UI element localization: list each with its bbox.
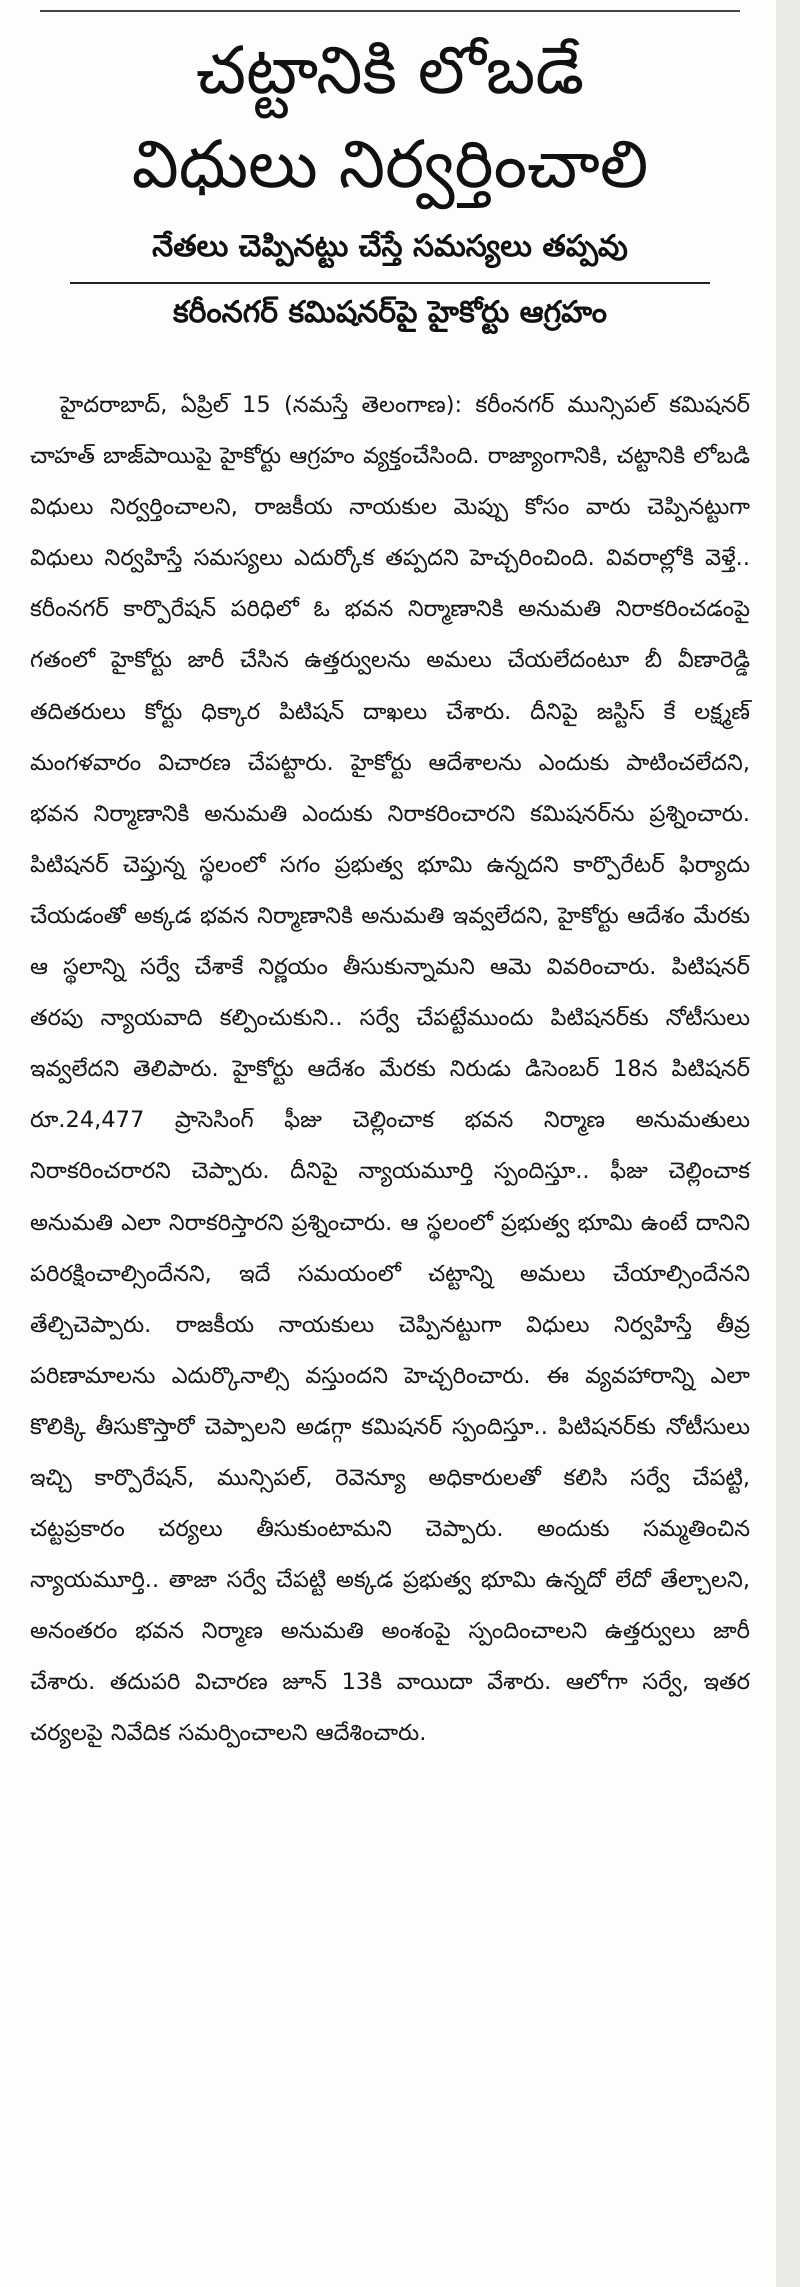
headline-line-2: విధులు నిర్వర్తించాలి xyxy=(131,126,649,203)
subheadline-divider xyxy=(70,282,710,284)
article-body: హైదరాబాద్, ఏప్రిల్ 15 (నమస్తే తెలంగాణ): కరీంనగర్ మున్సిపల్ కమిషనర్ చాహత్ బాజ్‌పాయిపై హైకోర్టు ఆగ్రహం వ్యక్తంచేసింది. రాజ్యాంగానికి, చట్టానికి లోబడి విధులు నిర్వర్తించాలని, రాజకీయ నాయకుల మెప్పు కోసం వారు చెప్పినట్టుగా విధులు నిర్వహిస్తే సమస్యలు ఎదుర్కోక తప్పదని హెచ్చరించింది. వివరాల్లోకి వెళ్తే.. కరీంనగర్ కార్పొరేషన్ పరిధిలో ఓ భవన నిర్మాణానికి అనుమతి నిరాకరించడంపై గతంలో హైకోర్టు జారీ చేసిన ఉత్తర్వులను అమలు చేయలేదంటూ బీ వీణారెడ్డి తదితరులు కోర్టు ధిక్కార పిటిషన్ దాఖలు చేశారు. దీనిపై జస్టిస్ కే లక్ష్మణ్ మంగళవారం విచారణ చేపట్టారు. హైకోర్టు ఆదేశాలను ఎందుకు పాటించలేదని, భవన నిర్మాణానికి అనుమతి ఎందుకు నిరాకరించారని కమిషనర్‌ను ప్రశ్నించారు. పిటిషనర్ చెప్తున్న స్థలంలో సగం ప్రభుత్వ భూమి ఉన్నదని కార్పొరేటర్ ఫిర్యాదు చేయడంతో అక్కడ భవన నిర్మాణానికి అనుమతి ఇవ్వలేదని, హైకోర్టు ఆదేశం మేరకు ఆ స్థలాన్ని సర్వే చేశాకే నిర్ణయం తీసుకున్నామని ఆమె వివరించారు. పిటిషనర్ తరపు న్యాయవాది కల్పించుకుని.. సర్వే చేపట్టేముందు పిటిషనర్‌కు నోటీసులు ఇవ్వలేదని తెలిపారు. హైకోర్టు ఆదేశం మేరకు నిరుడు డిసెంబర్ 18న పిటిషనర్ రూ.24,477 ప్రాసెసింగ్ ఫీజు చెల్లించాక భవన నిర్మాణ అనుమతులు నిరాకరించరారని చెప్పారు. దీనిపై న్యాయమూర్తి స్పందిస్తూ.. ఫీజు చెల్లించాక అనుమతి ఎలా నిరాకరిస్తారని ప్రశ్నించారు. ఆ స్థలంలో ప్రభుత్వ భూమి ఉంటే దానిని పరిరక్షించాల్సిందేనని, ఇదే సమయంలో చట్టాన్ని అమలు చేయాల్సిందేనని తేల్చిచెప్పారు. రాజకీయ నాయకులు చెప్పినట్టుగా విధులు నిర్వహిస్తే తీవ్ర పరిణామాలను ఎదుర్కొనాల్సి వస్తుందని హెచ్చరించారు. ఈ వ్యవహారాన్ని ఎలా కొలిక్కి తీసుకొస్తారో చెప్పాలని అడగ్గా కమిషనర్ స్పందిస్తూ.. పిటిషనర్‌కు నోటీసులు ఇచ్చి కార్పొరేషన్, మున్సిపల్, రెవెన్యూ అధికారులతో కలిసి సర్వే చేపట్టి, చట్టప్రకారం చర్యలు తీసుకుంటామని చెప్పారు. అందుకు సమ్మతించిన న్యాయమూర్తి.. తాజా సర్వే చేపట్టి అక్కడ ప్రభుత్వ భూమి ఉన్నదో లేదో తేల్చాలని, అనంతరం భవన నిర్మాణ అనుమతి అంశంపై స్పందించాలని ఉత్తర్వులు జారీ చేశారు. తదుపరి విచారణ జూన్ 13కి వాయిదా వేశారు. ఆలోగా సర్వే, ఇతర చర్యలపై నివేదిక సమర్పించాలని ఆదేశించారు. xyxy=(30,392,750,1747)
page-margin xyxy=(776,0,800,2287)
headline-line-1: చట్టానికి లోబడే xyxy=(195,32,585,109)
top-cut-line xyxy=(40,0,740,12)
subheadline-2: కరీంనగర్ కమిషనర్‌పై హైకోర్టు ఆగ్రహం xyxy=(173,295,607,330)
subheadline-1: నేతలు చెప్పినట్టు చేస్తే సమస్యలు తప్పవు xyxy=(152,229,628,264)
